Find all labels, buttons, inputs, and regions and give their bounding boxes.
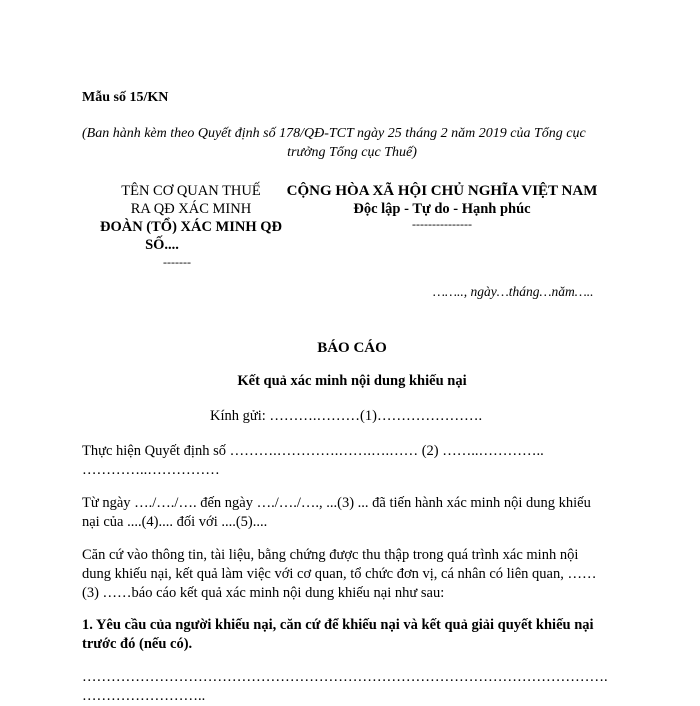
national-motto: Độc lập - Tự do - Hạnh phúc [353, 201, 531, 217]
paragraph-decision [82, 442, 622, 480]
fill-in-lines [82, 668, 622, 706]
right-header-rule: --------------- [412, 217, 472, 231]
paragraph-basis-line-1: Căn cứ vào thông tin, tài liệu, bằng chứng được thu thập trong quá trình xác minh nội [82, 547, 579, 563]
document-subtitle: Kết quả xác minh nội dung khiếu nại [237, 373, 467, 389]
paragraph-period-line-2: nại của ....(4).... đối với ....(5).... [82, 514, 268, 530]
section-1-heading [82, 616, 622, 654]
fill-in-line-2: …………………….. [82, 688, 206, 704]
issued-note-line-1: (Ban hành kèm theo Quyết định số 178/QĐ-TCT ngày 25 tháng 2 năm 2019 của Tổng cục [82, 126, 586, 141]
agency-decision: RA QĐ XÁC MINH [130, 201, 252, 217]
paragraph-decision-line-1: Thực hiện Quyết định số ……….………….…….….…… (2) ……..………….. [82, 443, 544, 459]
document-title: BÁO CÁO [317, 340, 387, 356]
form-code: Mẫu số 15/KN [82, 90, 169, 105]
paragraph-basis-line-3: (3) ……báo cáo kết quả xác minh nội dung khiếu nại như sau: [82, 585, 445, 601]
addressee-line: Kính gửi: ……….………(1)…………………. [210, 408, 483, 424]
section-1-heading-line-2: trước đó (nếu có). [82, 636, 193, 652]
verification-team: ĐOÀN (TỔ) XÁC MINH QĐ [99, 219, 283, 235]
paragraph-period-line-1: Từ ngày …./…./…. đến ngày …./…./…., ...(3) ... đã tiến hành xác minh nội dung khiếu [82, 495, 591, 511]
fill-in-line-1: ………………………………………………………………………………………………. [82, 669, 608, 685]
agency-name: TÊN CƠ QUAN THUẾ [121, 183, 261, 199]
paragraph-decision-line-2: …………..…………… [82, 462, 220, 478]
section-1-heading-line-1: 1. Yêu cầu của người khiếu nại, căn cứ để khiếu nại và kết quả giải quyết khiếu nại [82, 617, 594, 633]
left-header-rule: ------- [163, 255, 191, 269]
date-line: …….., ngày…tháng…năm….. [433, 284, 594, 299]
paragraph-basis [82, 546, 622, 603]
paragraph-period [82, 494, 622, 532]
decision-number: SỐ.... [145, 237, 179, 253]
nation-title: CỘNG HÒA XÃ HỘI CHỦ NGHĨA VIỆT NAM [286, 183, 598, 199]
paragraph-basis-line-2: dung khiếu nại, kết quả làm việc với cơ quan, tổ chức đơn vị, cá nhân có liên quan, …… [82, 566, 597, 582]
issued-note-line-2: trưởng Tổng cục Thuế) [287, 145, 417, 160]
